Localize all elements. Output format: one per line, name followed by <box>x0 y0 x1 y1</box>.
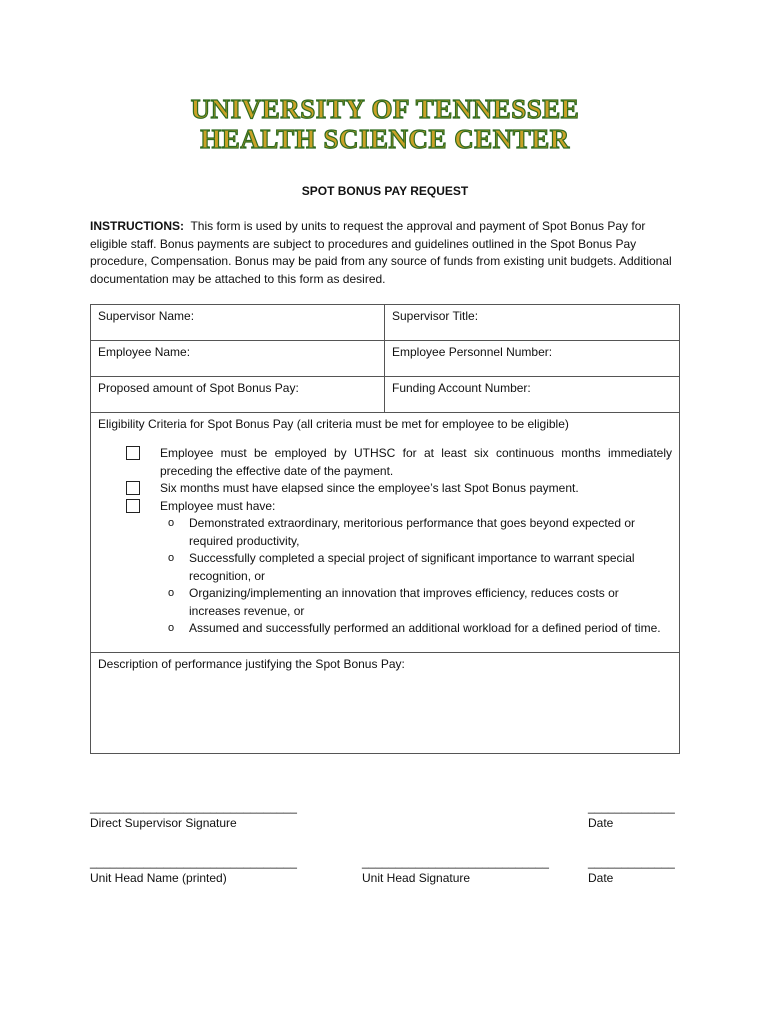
eligibility-section <box>91 413 680 653</box>
sub-criterion-text: Successfully completed a special project of significant importance to warrant special recognition, or <box>189 551 635 583</box>
criterion-text: Six months must have elapsed since the employee’s last Spot Bonus payment. <box>160 481 579 495</box>
circle-bullet-icon: o <box>168 622 175 634</box>
checkbox-criterion-2[interactable] <box>126 481 140 495</box>
circle-bullet-icon: o <box>168 517 175 529</box>
instructions-label: INSTRUCTIONS: <box>90 219 184 233</box>
sub-criterion-item <box>98 515 672 550</box>
supervisor-date-block[interactable] <box>588 800 675 830</box>
instructions <box>90 218 680 288</box>
supervisor-title-label: Supervisor Title: <box>392 309 479 323</box>
sub-criterion-item <box>98 620 672 638</box>
funding-account-label: Funding Account Number: <box>392 381 531 395</box>
header-line-1: UNIVERSITY OF TENNESSEE <box>190 94 580 124</box>
direct-supervisor-label: Direct Supervisor Signature <box>90 816 237 830</box>
signature-line: _______________________________ <box>90 800 297 814</box>
funding-account-field[interactable] <box>385 377 680 413</box>
header-line-2: HEALTH SCIENCE CENTER <box>200 124 570 154</box>
unit-head-name-block[interactable] <box>90 855 297 885</box>
employee-personnel-number-label: Employee Personnel Number: <box>392 345 553 359</box>
sub-criterion-text: Assumed and successfully performed an additional workload for a defined period of time. <box>189 621 661 635</box>
date-line: _____________ <box>588 855 675 869</box>
supervisor-title-field[interactable] <box>385 305 680 341</box>
form-title: SPOT BONUS PAY REQUEST <box>301 184 469 198</box>
criterion-item <box>98 480 672 498</box>
sub-criterion-item <box>98 585 672 620</box>
unit-head-name-label: Unit Head Name (printed) <box>90 871 227 885</box>
checkbox-criterion-1[interactable] <box>126 446 140 460</box>
employee-personnel-number-field[interactable] <box>385 341 680 377</box>
supervisor-name-field[interactable] <box>91 305 385 341</box>
description-label: Description of performance justifying the Spot Bonus Pay: <box>98 656 405 671</box>
date-label: Date <box>588 871 614 885</box>
sub-criterion-text: Demonstrated extraordinary, meritorious performance that goes beyond expected or required productivity, <box>189 516 636 548</box>
description-field[interactable] <box>91 652 680 753</box>
signature-line: ____________________________ <box>362 855 549 869</box>
unit-head-date-block[interactable] <box>588 855 675 885</box>
proposed-amount-field[interactable] <box>91 377 385 413</box>
instructions-text: This form is used by units to request the approval and payment of Spot Bonus Pay for eligible staff. Bonus payments are subject to procedures and guidelines outlined in the Spot Bonus Pay procedure, Compensation. Bonus may be paid from any source of funds from existing unit budgets. Additional documentation may be attached to this form as desired. <box>90 219 672 286</box>
checkbox-criterion-3[interactable] <box>126 499 140 513</box>
name-line: _______________________________ <box>90 855 297 869</box>
employee-name-field[interactable] <box>91 341 385 377</box>
date-line: _____________ <box>588 800 675 814</box>
supervisor-name-label: Supervisor Name: <box>98 309 195 323</box>
sub-criterion-text: Organizing/implementing an innovation that improves efficiency, reduces costs or increases revenue, or <box>189 586 619 618</box>
date-label: Date <box>588 816 614 830</box>
unit-head-signature-block[interactable] <box>362 855 549 885</box>
criterion-text: Employee must have: <box>160 498 276 513</box>
direct-supervisor-signature-block[interactable] <box>90 800 297 830</box>
sub-criterion-item <box>98 550 672 585</box>
unit-head-signature-label: Unit Head Signature <box>362 871 471 885</box>
circle-bullet-icon: o <box>168 552 175 564</box>
proposed-amount-label: Proposed amount of Spot Bonus Pay: <box>98 381 299 395</box>
eligibility-title: Eligibility Criteria for Spot Bonus Pay (all criteria must be met for employee to be eligible) <box>98 417 569 431</box>
request-form-table <box>90 304 680 754</box>
criterion-item <box>98 445 672 480</box>
criterion-item <box>98 498 672 516</box>
criterion-text: Employee must be employed by UTHSC for at least six continuous months immediately preceding the effective date of the payment. <box>160 446 672 478</box>
circle-bullet-icon: o <box>168 587 175 599</box>
employee-name-label: Employee Name: <box>98 345 191 359</box>
